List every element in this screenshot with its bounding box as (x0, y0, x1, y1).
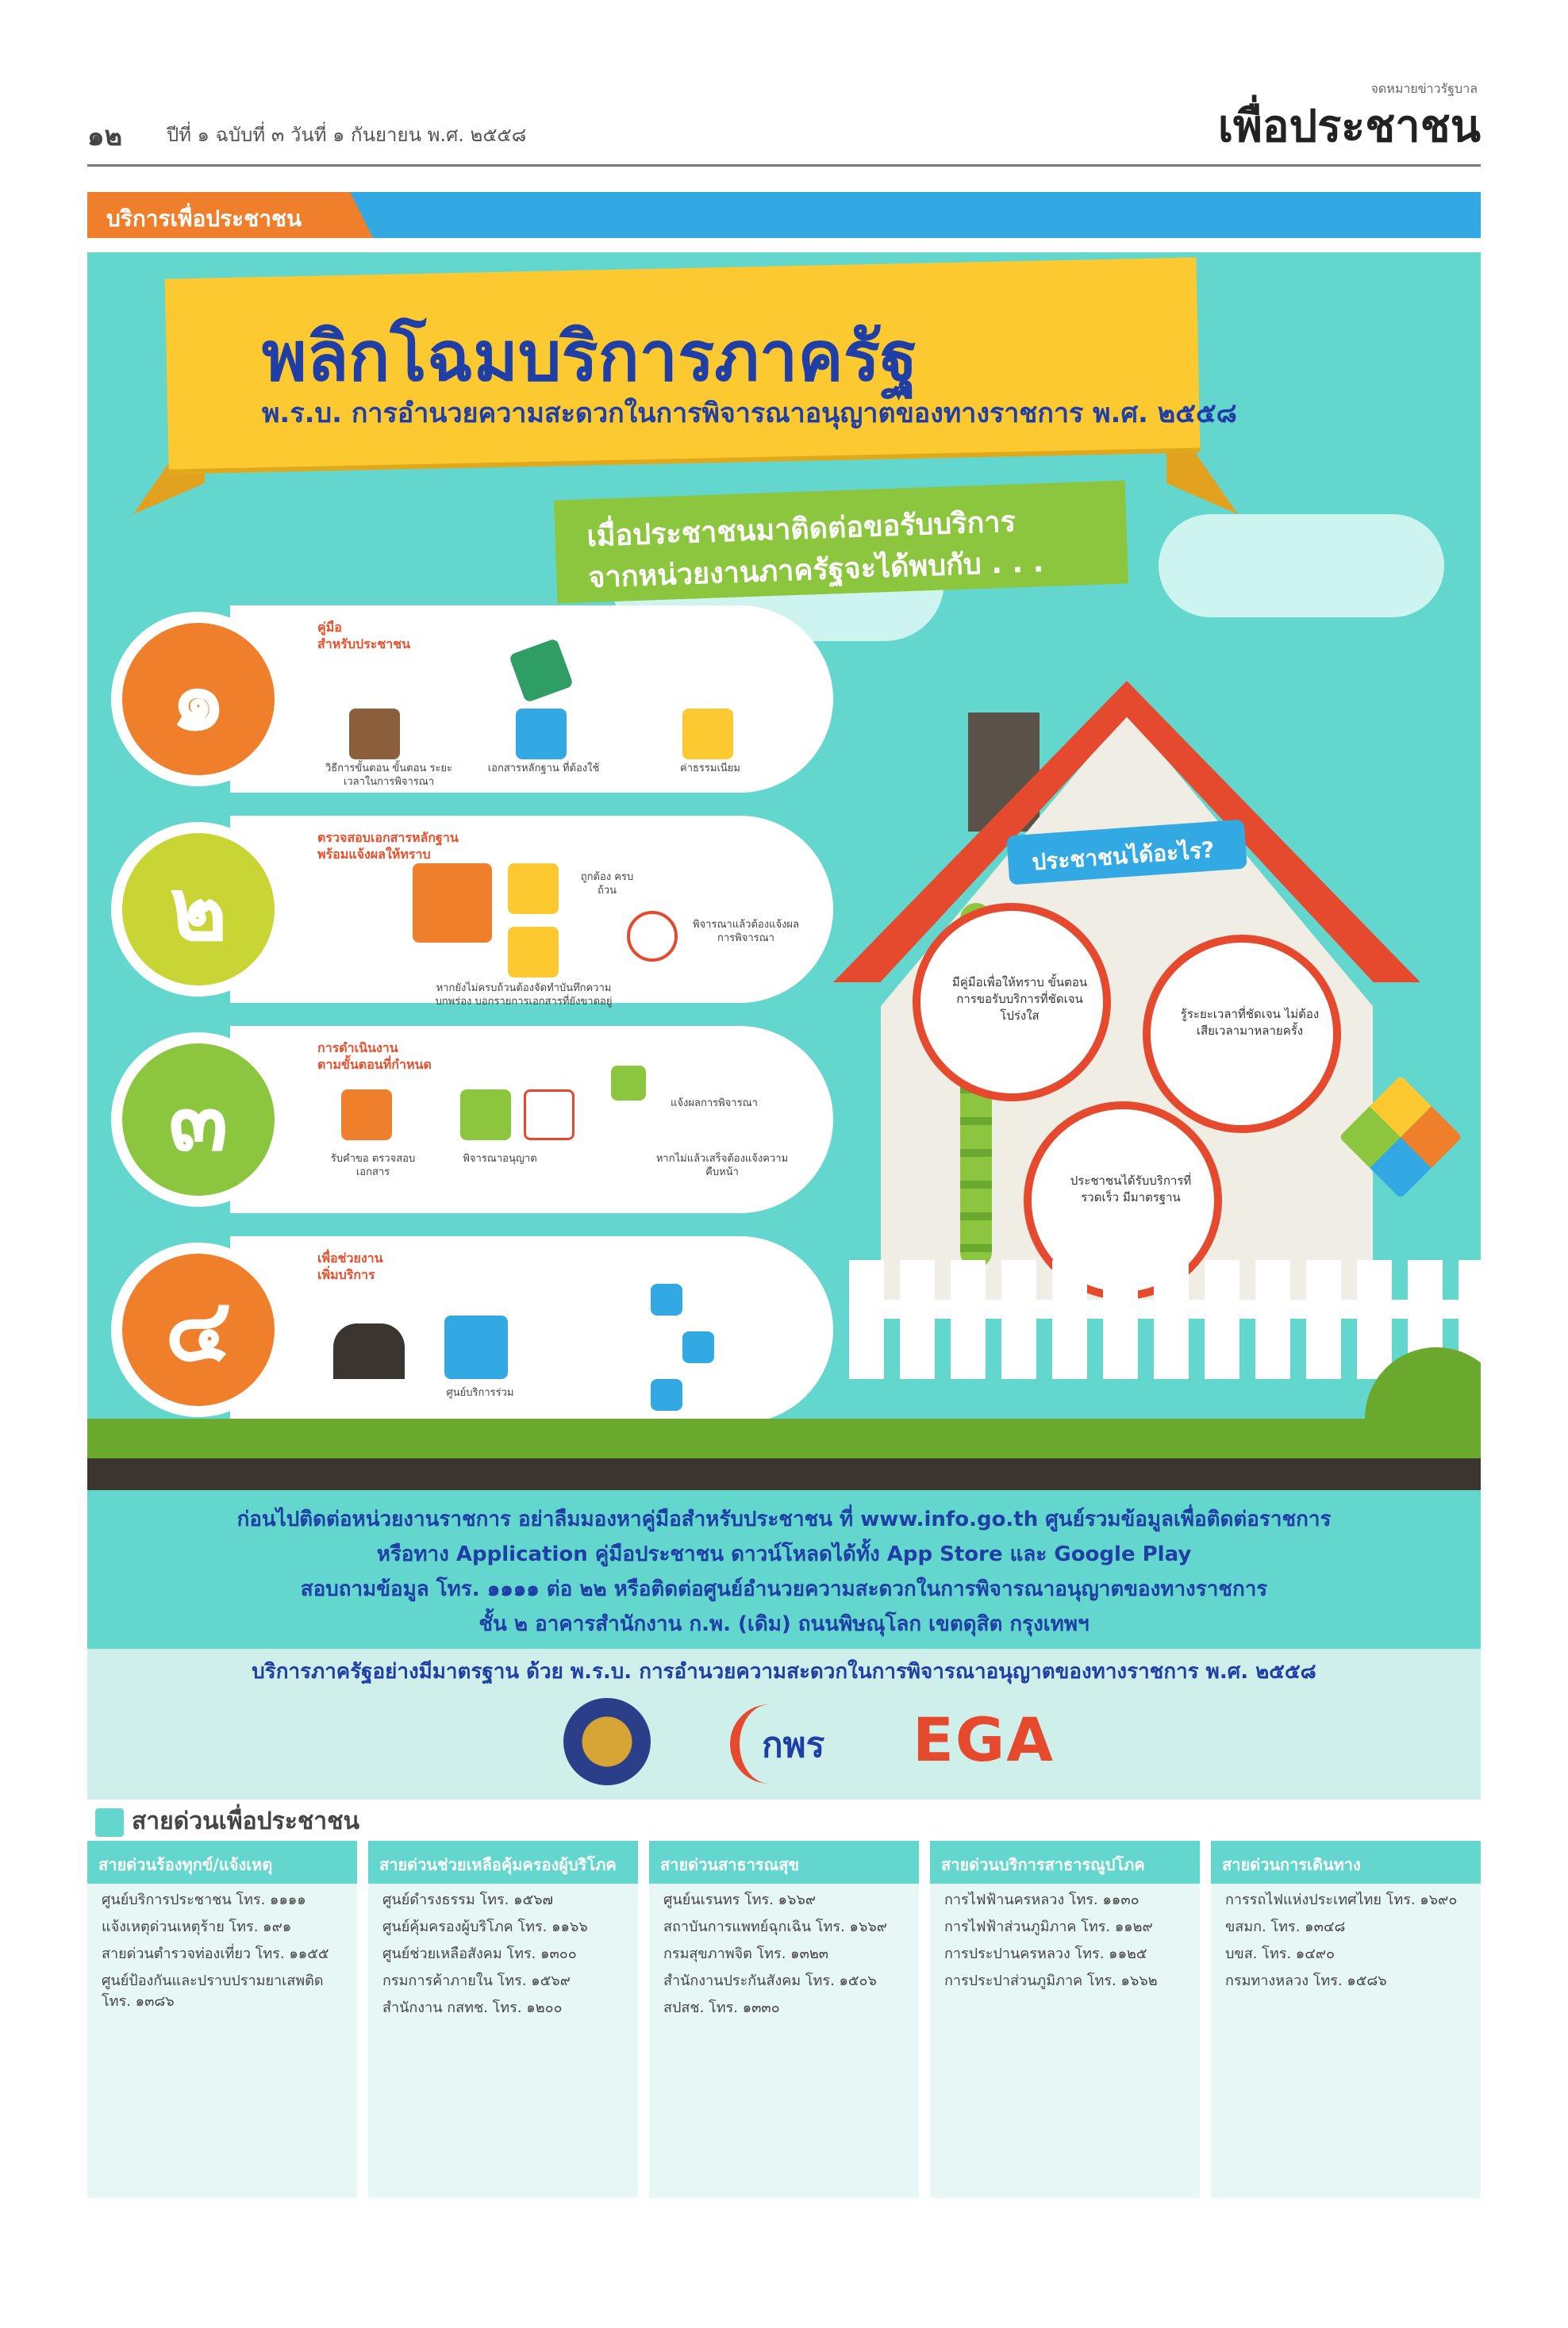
step-number: ๑ (171, 648, 226, 750)
publication-name: เพื่อประชาชน (1217, 100, 1481, 152)
hotline-item: สายด่วนตำรวจท่องเที่ยว โทร. ๑๑๕๕ (102, 1946, 329, 1963)
step-item: พิจารณาแล้วต้องแจ้งผลการพิจารณา (693, 919, 799, 944)
benefit-text: รู้ระยะเวลาที่ชัดเจน ไม่ต้องเสียเวลามาหลายครั้ง (1180, 1007, 1320, 1038)
hotline-item: สำนักงาน กสทช. โทร. ๑๒๐๐ (382, 2000, 563, 2017)
person-card-icon (341, 1089, 392, 1140)
seal-icon (563, 1698, 651, 1785)
hotline-column (649, 1841, 919, 2198)
hotline-title-text: สายด่วนเพื่อประชาชน (132, 1807, 359, 1835)
step-icons (317, 1284, 809, 1411)
hotline-item: สปสช. โทร. ๑๓๓๐ (663, 2000, 780, 2017)
step-item: รับคำขอ ตรวจสอบเอกสาร (330, 1153, 416, 1178)
step-item: หากไม่แล้วเสร็จต้องแจ้งความคืบหน้า (655, 1153, 789, 1178)
step-circle (111, 822, 286, 997)
section-bar (87, 192, 1481, 238)
step-heading: เพื่อช่วยงาน เพิ่มบริการ (317, 1250, 383, 1282)
hotline-table (87, 1841, 1481, 2198)
intro-line: จากหน่วยงานภาครัฐจะได้พบกับ . . . (587, 546, 1044, 595)
step-4 (111, 1236, 833, 1423)
hotline-item: ขสมก. โทร. ๑๓๔๘ (1225, 1919, 1346, 1936)
hotline-column-head: สายด่วนสาธารณสุข (649, 1841, 919, 1884)
step-icons (317, 1074, 809, 1200)
soil (87, 1458, 1481, 1490)
page-header (87, 79, 1481, 167)
hotline-column (368, 1841, 638, 2198)
document-icon (508, 927, 559, 978)
step-item: ค่าธรรมเนียม (680, 763, 740, 774)
cloud (1159, 514, 1444, 617)
office-icon (682, 1331, 714, 1363)
hotline-column-head: สายด่วนการเดินทาง (1211, 1841, 1481, 1884)
contact-info (87, 1490, 1481, 1649)
benefit-circle (913, 903, 1111, 1101)
step-icons (317, 863, 809, 1008)
infographic-title: พลิกโฉมบริการภาครัฐ (262, 317, 918, 397)
checklist-icon (413, 863, 492, 943)
hotline-item: การประปาส่วนภูมิภาค โทร. ๑๖๖๒ (944, 1973, 1158, 1990)
office-icon (651, 1284, 682, 1316)
standard-line: บริการภาครัฐอย่างมีมาตรฐาน ด้วย พ.ร.บ. การอำนวยความสะดวกในการพิจารณาอนุญาตของทางราชการ พ.ศ. ๒๕๕๘ (252, 1660, 1316, 1684)
hotline-item: การไฟฟ้าส่วนภูมิภาค โทร. ๑๑๒๙ (944, 1919, 1153, 1936)
fence-rail (849, 1300, 1481, 1319)
hotline-item: กรมทางหลวง โทร. ๑๕๘๖ (1225, 1973, 1387, 1990)
hotline-item: กรมสุขภาพจิต โทร. ๑๓๒๓ (663, 1946, 829, 1963)
hotline-item: แจ้งเหตุด่วนเหตุร้าย โทร. ๑๙๑ (102, 1919, 292, 1936)
step-number: ๔ (165, 1279, 232, 1381)
benefit-text: ประชาชนได้รับบริการที่ รวดเร็ว มีมาตรฐาน (1070, 1174, 1192, 1204)
hotline-column-head: สายด่วนช่วยเหลือคุ้มครองผู้บริโภค (368, 1841, 638, 1884)
hotline-item: ศูนย์บริการประชาชน โทร. ๑๑๑๑ (102, 1892, 306, 1908)
standard-band (87, 1649, 1481, 1800)
step-number: ๒ (169, 859, 228, 960)
contact-line: สอบถามข้อมูล โทร. ๑๑๑๑ ต่อ ๒๒ หรือติดต่อศูนย์อำนวยความสะดวกในการพิจารณาอนุญาตของทางราชการ (300, 1577, 1268, 1601)
fence (849, 1260, 1481, 1379)
step-number: ๓ (168, 1069, 229, 1170)
step-item: แจ้งผลการพิจารณา (671, 1097, 758, 1109)
step-2 (111, 816, 833, 1008)
question-label: ประชาชนได้อะไร? (1031, 836, 1216, 876)
document-icon (682, 709, 733, 759)
clock-icon (627, 911, 678, 962)
hotline-item: กรมการค้าภายใน โทร. ๑๕๖๙ (382, 1973, 571, 1990)
hotline-column (1211, 1841, 1481, 2198)
intro-line: เมื่อประชาชนมาติดต่อขอรับบริการ (586, 505, 1017, 554)
step-item: เอกสารหลักฐาน ที่ต้องใช้ (487, 763, 600, 774)
hotline-item: ศูนย์นเรนทร โทร. ๑๖๖๙ (663, 1892, 817, 1908)
step-item: ถูกต้อง ครบถ้วน (580, 871, 634, 897)
intro-box (554, 480, 1128, 603)
calendar-icon (611, 1066, 646, 1101)
step-circle (111, 1243, 286, 1417)
step-1 (111, 605, 833, 793)
step-item: วิธีการขั้นตอน ขั้นตอน ระยะเวลาในการพิจารณา (325, 763, 453, 788)
step-icons (317, 653, 809, 788)
hotline-item: ศูนย์คุ้มครองผู้บริโภค โทร. ๑๑๖๖ (382, 1919, 588, 1936)
book-icon (349, 709, 400, 759)
office-icon (651, 1379, 682, 1411)
benefit-circle (1143, 935, 1341, 1133)
step-circle (111, 612, 286, 786)
contact-line: ชั้น ๒ อาคารสำนักงาน ก.พ. (เดิม) ถนนพิษณุโลก เขตดุสิต กรุงเทพฯ (478, 1612, 1090, 1636)
hotline-item: ศูนย์ป้องกันและปราบปรามยาเสพติด โทร. ๑๓๘๖ (102, 1973, 324, 2011)
ega-logo: EGA (913, 1704, 1055, 1775)
issue-info: ปีที่ ๑ ฉบับที่ ๓ วันที่ ๑ กันยายน พ.ศ. ๒๕๕๘ (167, 124, 527, 146)
contact-line: ก่อนไปติดต่อหน่วยงานราชการ อย่าลืมมองหาคู่มือสำหรับประชาชน ที่ www.info.go.th ศูนย์รวมข้อมูลเพื่อติดต่อราชการ (236, 1508, 1332, 1531)
contact-line: หรือทาง Application คู่มือประชาชน ดาวน์โหลดได้ทั้ง App Store และ Google Play (376, 1542, 1192, 1566)
checklist-icon (524, 1089, 575, 1140)
hotline-title (95, 1803, 359, 1840)
hotline-item: การประปานครหลวง โทร. ๑๑๒๕ (944, 1946, 1147, 1963)
hotline-column-head: สายด่วนร้องทุกข์/แจ้งเหตุ (87, 1841, 357, 1884)
step-heading: ตรวจสอบเอกสารหลักฐาน พร้อมแจ้งผลให้ทราบ (317, 830, 459, 862)
hotline-item: ศูนย์ช่วยเหลือสังคม โทร. ๑๓๐๐ (382, 1946, 577, 1963)
person-card-icon (460, 1089, 511, 1140)
grass (87, 1419, 1481, 1458)
infographic-subtitle: พ.ร.บ. การอำนวยความสะดวกในการพิจารณาอนุญาตของทางราชการ พ.ศ. ๒๕๕๘ (262, 398, 1237, 429)
infographic (87, 252, 1481, 1490)
hotline-item: ศูนย์ดำรงธรรม โทร. ๑๕๖๗ (382, 1892, 554, 1908)
step-item: หากยังไม่ครบถ้วนต้องจัดทำบันทึกความบกพร่อง บอกรายการเอกสารที่ยังขาดอยู่ (435, 982, 613, 1008)
hotline-item: สถาบันการแพทย์ฉุกเฉิน โทร. ๑๖๖๙ (663, 1919, 887, 1936)
service-center-icon (444, 1316, 508, 1379)
benefit-text: มีคู่มือเพื่อให้ทราบ ขั้นตอนการขอรับบริการที่ชัดเจน โปร่งใส (951, 975, 1088, 1023)
ocpc-logo: กพร (762, 1725, 825, 1765)
hotline-item: การไฟฟ้านครหลวง โทร. ๑๑๓๐ (944, 1892, 1139, 1908)
people-icon (333, 1323, 405, 1379)
step-heading: การดำเนินงาน ตามขั้นตอนที่กำหนด (317, 1040, 432, 1072)
document-icon (508, 863, 559, 914)
step-3 (111, 1026, 833, 1213)
hotline-item: สำนักงานประกันสังคม โทร. ๑๕๐๖ (663, 1973, 877, 1990)
step-item: ศูนย์บริการร่วม (446, 1387, 514, 1399)
person-card-icon (516, 709, 567, 759)
hotline-item: การรถไฟแห่งประเทศไทย โทร. ๑๖๙๐ (1225, 1892, 1458, 1908)
step-circle (111, 1032, 286, 1207)
page-number: ๑๒ (87, 121, 122, 152)
hotline-column (87, 1841, 357, 2198)
hotline-item: บขส. โทร. ๑๔๙๐ (1225, 1946, 1335, 1963)
section-label: บริการเพื่อประชาชน (106, 206, 302, 232)
hotline-column (930, 1841, 1200, 2198)
step-heading: คู่มือ สำหรับประชาชน (317, 620, 411, 651)
hotline-column-head: สายด่วนบริการสาธารณูปโภค (930, 1841, 1200, 1884)
publication-kicker: จดหมายข่าวรัฐบาล (1370, 81, 1478, 96)
pencil-icon (95, 1808, 124, 1837)
step-item: พิจารณาอนุญาต (463, 1153, 537, 1165)
